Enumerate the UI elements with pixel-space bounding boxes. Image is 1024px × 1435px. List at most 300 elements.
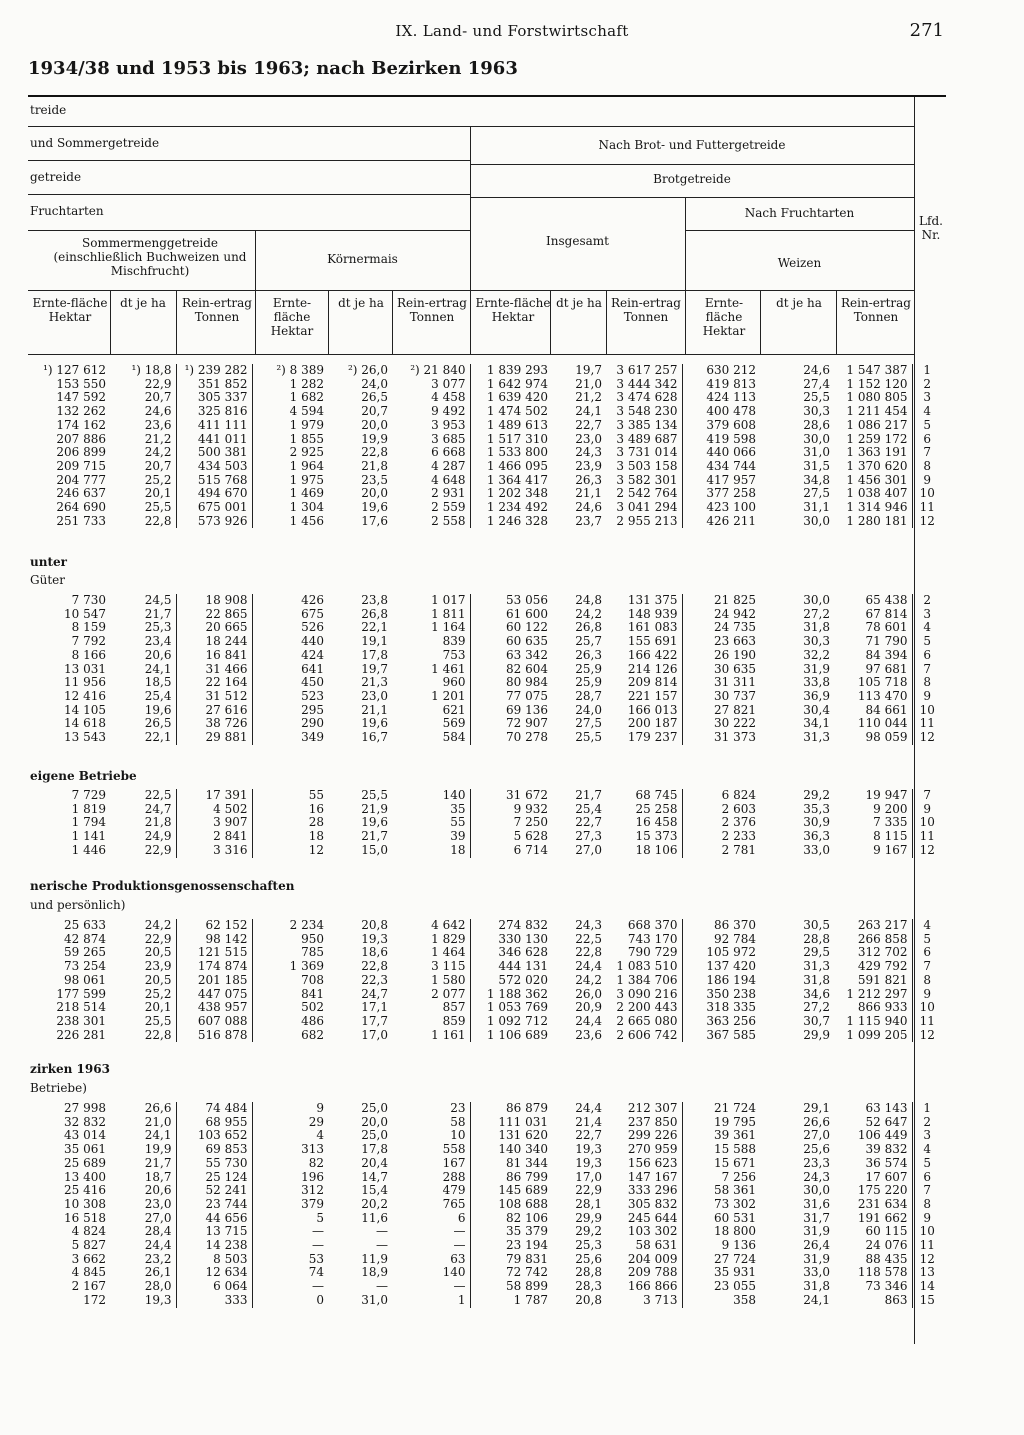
cell-flaeche-sommer: 25 689 (64, 1156, 106, 1170)
table-row (26, 1225, 942, 1239)
cell-lfd-nr: 11 (912, 1239, 942, 1253)
cell-ertrag-insgesamt: 204 009 (627, 1252, 678, 1266)
cell-flaeche-insgesamt: 274 832 (470, 919, 552, 933)
cell-dt-weizen: 31,5 (803, 459, 830, 473)
cell-ertrag-weizen: 88 435 (865, 1252, 908, 1266)
cell-flaeche-sommer: 35 061 (64, 1143, 106, 1157)
cell-dt-weizen: 33,0 (803, 843, 830, 857)
cell-flaeche-mais: 74 (252, 1266, 328, 1280)
cell-lfd-nr: 8 (912, 1198, 942, 1212)
cell-ertrag-mais: — (453, 1280, 466, 1294)
cell-dt-sommer: 21,7 (144, 607, 172, 621)
cell-flaeche-mais: 1 964 (252, 460, 328, 474)
col-flaeche-2: Ernte-fläche Hektar (270, 296, 314, 338)
cell-flaeche-insgesamt: 23 194 (470, 1239, 552, 1253)
cell-lfd-nr: 3 (912, 608, 942, 622)
cell-ertrag-sommer: 44 656 (176, 1212, 252, 1226)
cell-flaeche-mais: 708 (252, 974, 328, 988)
data-table-lpg (26, 919, 942, 1042)
cell-flaeche-insgesamt: 1 533 800 (470, 446, 552, 460)
cell-flaeche-insgesamt: 86 879 (470, 1102, 552, 1116)
cell-lfd-nr: 3 (912, 1129, 942, 1143)
cell-dt-mais: 17,8 (361, 648, 388, 662)
cell-dt-weizen: 34,1 (803, 717, 830, 731)
cell-dt-weizen: 30,0 (803, 432, 830, 446)
cell-flaeche-insgesamt: 35 379 (470, 1225, 552, 1239)
cell-ertrag-sommer: 411 111 (176, 419, 252, 433)
cell-dt-sommer: 21,0 (144, 1115, 172, 1129)
cell-dt-sommer: 26,6 (144, 1102, 172, 1115)
cell-flaeche-sommer: 3 662 (71, 1252, 106, 1266)
cell-dt-weizen: 30,7 (803, 1014, 830, 1028)
cell-dt-insgesamt: 26,8 (575, 621, 602, 635)
cell-dt-insgesamt: 29,2 (575, 1225, 602, 1239)
header-rule-4 (28, 230, 470, 231)
cell-ertrag-insgesamt: 2 542 764 (616, 487, 678, 501)
cell-dt-sommer: 25,5 (144, 1014, 172, 1028)
cell-flaeche-mais: 53 (252, 1253, 328, 1267)
cell-dt-weizen: 29,2 (803, 789, 830, 802)
cell-dt-weizen: 36,9 (803, 689, 830, 703)
cell-ertrag-sommer: 573 926 (176, 515, 252, 529)
cell-dt-mais: 25,0 (361, 1102, 388, 1115)
cell-flaeche-mais: 16 (252, 803, 328, 817)
cell-lfd-nr: 5 (912, 635, 942, 649)
cell-dt-insgesamt: 22,5 (575, 932, 602, 946)
cell-lfd-nr: 12 (912, 731, 942, 745)
cell-ertrag-mais: 1 164 (431, 621, 466, 635)
cell-dt-weizen: 31,7 (803, 1211, 830, 1225)
cell-ertrag-sommer: 22 865 (176, 608, 252, 622)
header-vrule-insgesamt (685, 197, 686, 354)
cell-flaeche-sommer: 246 637 (56, 487, 106, 501)
cell-flaeche-sommer: 4 824 (71, 1225, 106, 1239)
cell-flaeche-insgesamt: 1 188 362 (470, 988, 552, 1002)
table-row (26, 933, 942, 947)
cell-ertrag-sommer: 305 337 (176, 391, 252, 405)
cell-dt-sommer: 25,3 (144, 621, 172, 635)
cell-ertrag-weizen: 84 394 (865, 648, 908, 662)
cell-ertrag-insgesamt: 16 458 (635, 816, 678, 830)
cell-lfd-nr: 8 (912, 974, 942, 988)
cell-dt-weizen: 25,5 (803, 391, 830, 405)
cell-dt-sommer: 20,7 (144, 391, 172, 405)
cell-flaeche-insgesamt: 140 340 (470, 1143, 552, 1157)
cell-flaeche-mais: 379 (252, 1198, 328, 1212)
cell-dt-mais: 19,6 (361, 816, 388, 830)
cell-flaeche-mais: 313 (252, 1143, 328, 1157)
cell-ertrag-insgesamt: 156 623 (627, 1156, 678, 1170)
cell-dt-weizen: 25,6 (803, 1143, 830, 1157)
cell-flaeche-weizen: 318 335 (682, 1001, 760, 1015)
cell-dt-mais: 20,7 (361, 405, 388, 419)
cell-dt-insgesamt: 21,0 (575, 377, 602, 391)
cell-flaeche-mais: 4 594 (252, 405, 328, 419)
cell-lfd-nr: 6 (912, 433, 942, 447)
cell-dt-mais: — (376, 1280, 388, 1294)
colhead-sep (550, 290, 551, 354)
cell-ertrag-sommer: 515 768 (176, 474, 252, 488)
header-rule-2a (28, 160, 470, 161)
cell-ertrag-sommer: 27 616 (176, 704, 252, 718)
cell-ertrag-weizen: 63 143 (865, 1102, 908, 1115)
header-lfd-nr: Lfd. Nr. (919, 214, 943, 242)
cell-ertrag-weizen: 1 363 191 (846, 446, 908, 460)
cell-ertrag-weizen: 65 438 (865, 594, 908, 607)
cell-lfd-nr: 8 (912, 676, 942, 690)
cell-flaeche-mais: 1 469 (252, 487, 328, 501)
cell-flaeche-insgesamt: 80 984 (470, 676, 552, 690)
table-row (26, 946, 942, 960)
cell-dt-weizen: 30,0 (803, 1184, 830, 1198)
cell-dt-weizen: 28,8 (803, 932, 830, 946)
cell-dt-weizen: 24,1 (803, 1293, 830, 1307)
table-row (26, 608, 942, 622)
cell-flaeche-insgesamt: 1 234 492 (470, 501, 552, 515)
cell-flaeche-weizen: 137 420 (682, 960, 760, 974)
cell-ertrag-insgesamt: 299 226 (627, 1129, 678, 1143)
table-row (26, 717, 942, 731)
cell-lfd-nr: 6 (912, 1171, 942, 1185)
table-row (26, 1253, 942, 1267)
cell-flaeche-sommer: 147 592 (56, 391, 106, 405)
cell-dt-mais: 15,4 (361, 1184, 388, 1198)
cell-ertrag-sommer: 29 881 (176, 731, 252, 745)
cell-flaeche-weizen: 6 824 (682, 789, 760, 803)
cell-flaeche-weizen: 358 (682, 1294, 760, 1308)
cell-ertrag-sommer: 325 816 (176, 405, 252, 419)
cell-dt-weizen: 31,3 (803, 960, 830, 974)
cell-dt-sommer: 24,4 (144, 1239, 172, 1253)
cell-ertrag-weizen: 60 115 (865, 1225, 908, 1239)
cell-ertrag-mais: 2 077 (431, 987, 466, 1001)
cell-ertrag-weizen: 67 814 (865, 607, 908, 621)
cell-ertrag-mais: 23 (450, 1102, 466, 1115)
cell-flaeche-weizen: 92 784 (682, 933, 760, 947)
cell-lfd-nr: 13 (912, 1266, 942, 1280)
cell-flaeche-weizen: 417 957 (682, 474, 760, 488)
cell-lfd-nr: 2 (912, 1116, 942, 1130)
cell-flaeche-sommer: 43 014 (64, 1129, 106, 1143)
cell-ertrag-weizen: 1 080 805 (846, 391, 908, 405)
cell-ertrag-weizen: 1 456 301 (846, 473, 908, 487)
cell-flaeche-weizen: 30 737 (682, 690, 760, 704)
cell-ertrag-insgesamt: 2 665 080 (616, 1014, 678, 1028)
cell-flaeche-weizen: 379 608 (682, 419, 760, 433)
cell-flaeche-sommer: 2 167 (71, 1280, 106, 1294)
cell-flaeche-insgesamt: 1 639 420 (470, 391, 552, 405)
cell-ertrag-insgesamt: 237 850 (627, 1115, 678, 1129)
header-rule-2b (470, 164, 914, 165)
cell-dt-weizen: 23,3 (803, 1156, 830, 1170)
cell-ertrag-weizen: 1 259 172 (846, 432, 908, 446)
cell-ertrag-sommer: 351 852 (176, 378, 252, 392)
section-sublabel-bezirke: Betriebe) (30, 1081, 87, 1095)
cell-ertrag-sommer: 17 391 (176, 789, 252, 803)
table-row (26, 676, 942, 690)
cell-dt-insgesamt: 20,8 (575, 1293, 602, 1307)
cell-flaeche-sommer: 153 550 (56, 377, 106, 391)
cell-ertrag-insgesamt: 2 200 443 (616, 1001, 678, 1015)
cell-dt-weizen: 30,0 (803, 594, 830, 607)
cell-flaeche-mais: 295 (252, 704, 328, 718)
cell-ertrag-weizen: 1 314 946 (846, 501, 908, 515)
cell-dt-weizen: 27,0 (803, 1129, 830, 1143)
cell-ertrag-sommer: 121 515 (176, 946, 252, 960)
cell-dt-insgesamt: 24,3 (575, 446, 602, 460)
table-row (26, 635, 942, 649)
section-sublabel-lpg: und persönlich) (30, 898, 126, 912)
cell-ertrag-insgesamt: 3 731 014 (616, 446, 678, 460)
cell-flaeche-weizen: 2 603 (682, 803, 760, 817)
cell-flaeche-sommer: 13 400 (64, 1170, 106, 1184)
cell-ertrag-weizen: 1 280 181 (846, 514, 908, 528)
cell-ertrag-mais: 140 (442, 1266, 466, 1280)
col-ertrag-2: Rein-ertrag Tonnen (397, 296, 467, 324)
table-row (26, 988, 942, 1002)
table-row (26, 460, 942, 474)
cell-flaeche-sommer: 264 690 (56, 501, 106, 515)
cell-ertrag-weizen: 8 115 (873, 830, 908, 844)
header-weizen: Weizen (777, 256, 822, 270)
cell-lfd-nr: 14 (912, 1280, 942, 1294)
header-sommermenggetreide: Sommermenggetreide (einschließlich Buchweizen und Mischfrucht) (53, 236, 247, 278)
cell-ertrag-sommer: 333 (176, 1294, 252, 1308)
cell-ertrag-mais: 753 (442, 648, 466, 662)
cell-dt-mais: 15,0 (361, 843, 388, 857)
cell-dt-insgesamt: 28,7 (575, 689, 602, 703)
cell-lfd-nr: 4 (912, 919, 942, 933)
cell-lfd-nr: 7 (912, 1184, 942, 1198)
table-row (26, 594, 942, 608)
cell-flaeche-mais: 426 (252, 594, 328, 608)
cell-flaeche-mais: 1 282 (252, 378, 328, 392)
cell-flaeche-weizen: 15 588 (682, 1143, 760, 1157)
cell-flaeche-weizen: 15 671 (682, 1157, 760, 1171)
cell-flaeche-mais: 1 304 (252, 501, 328, 515)
cell-ertrag-mais: 55 (450, 816, 466, 830)
cell-flaeche-mais: 290 (252, 717, 328, 731)
cell-ertrag-weizen: 78 601 (865, 621, 908, 635)
cell-flaeche-sommer: 207 886 (56, 432, 106, 446)
cell-flaeche-insgesamt: 572 020 (470, 974, 552, 988)
cell-flaeche-insgesamt: 81 344 (470, 1157, 552, 1171)
cell-flaeche-insgesamt: 1 489 613 (470, 419, 552, 433)
cell-dt-insgesamt: 24,8 (575, 594, 602, 607)
cell-ertrag-sommer: 2 841 (176, 830, 252, 844)
cell-ertrag-mais: 1 461 (431, 662, 466, 676)
cell-ertrag-sommer: 13 715 (176, 1225, 252, 1239)
cell-ertrag-insgesamt: 209 788 (627, 1266, 678, 1280)
cell-ertrag-mais: 288 (442, 1170, 466, 1184)
cell-flaeche-weizen: 423 100 (682, 501, 760, 515)
col-ertrag-3: Rein-ertrag Tonnen (611, 296, 681, 324)
cell-ertrag-sommer: 6 064 (176, 1280, 252, 1294)
cell-ertrag-insgesamt: 790 729 (627, 946, 678, 960)
cell-lfd-nr: 10 (912, 487, 942, 501)
cell-flaeche-weizen: 19 795 (682, 1116, 760, 1130)
cell-ertrag-weizen: 7 335 (873, 816, 908, 830)
cell-lfd-nr: 15 (912, 1294, 942, 1308)
cell-dt-mais: 22,8 (361, 960, 388, 974)
header-rule-cols (28, 290, 914, 291)
cell-dt-mais: 11,9 (361, 1252, 388, 1266)
cell-flaeche-insgesamt: 1 642 974 (470, 378, 552, 392)
cell-flaeche-insgesamt: 1 839 293 (470, 364, 552, 378)
cell-flaeche-weizen: 424 113 (682, 391, 760, 405)
cell-ertrag-mais: 10 (450, 1129, 466, 1143)
cell-flaeche-mais: 502 (252, 1001, 328, 1015)
cell-flaeche-weizen: 21 825 (682, 594, 760, 608)
cell-flaeche-insgesamt: 7 250 (470, 816, 552, 830)
cell-ertrag-sommer: 434 503 (176, 460, 252, 474)
cell-dt-mais: 14,7 (361, 1170, 388, 1184)
cell-ertrag-mais: 857 (442, 1001, 466, 1015)
cell-dt-sommer: 23,2 (144, 1252, 172, 1266)
cell-flaeche-sommer: 209 715 (56, 459, 106, 473)
cell-dt-insgesamt: 25,9 (575, 662, 602, 676)
table-row (26, 1143, 942, 1157)
cell-dt-mais: 17,6 (361, 514, 388, 528)
cell-ertrag-sommer: 18 244 (176, 635, 252, 649)
cell-dt-weizen: 26,6 (803, 1115, 830, 1129)
cell-flaeche-mais: 424 (252, 649, 328, 663)
cell-ertrag-weizen: 17 607 (865, 1170, 908, 1184)
cell-ertrag-insgesamt: 25 258 (635, 802, 678, 816)
cell-ertrag-insgesamt: 668 370 (627, 919, 678, 932)
cell-flaeche-sommer: 1 141 (71, 830, 106, 844)
cell-dt-weizen: 27,2 (803, 607, 830, 621)
cell-flaeche-weizen: 9 136 (682, 1239, 760, 1253)
cell-dt-insgesamt: 25,5 (575, 731, 602, 745)
cell-flaeche-insgesamt: 58 899 (470, 1280, 552, 1294)
cell-flaeche-mais: 785 (252, 946, 328, 960)
cell-flaeche-insgesamt: 31 672 (470, 789, 552, 803)
cell-lfd-nr: 12 (912, 515, 942, 529)
cell-ertrag-mais: 4 648 (431, 473, 466, 487)
cell-dt-weizen: 32,2 (803, 648, 830, 662)
cell-dt-mais: 26,8 (361, 607, 388, 621)
cell-dt-weizen: 33,8 (803, 676, 830, 690)
cell-flaeche-mais: 1 975 (252, 474, 328, 488)
cell-lfd-nr: 9 (912, 803, 942, 817)
cell-dt-sommer: 24,1 (144, 1129, 172, 1143)
cell-dt-mais: 31,0 (361, 1293, 388, 1307)
cell-ertrag-mais: 9 492 (431, 405, 466, 419)
cell-dt-sommer: 20,7 (144, 459, 172, 473)
cell-dt-mais: 19,3 (361, 932, 388, 946)
cell-lfd-nr: 10 (912, 704, 942, 718)
cell-dt-insgesamt: 23,9 (575, 459, 602, 473)
cell-flaeche-weizen: 350 238 (682, 988, 760, 1002)
cell-dt-sommer: 19,3 (144, 1293, 172, 1307)
cell-flaeche-weizen: 419 598 (682, 433, 760, 447)
cell-flaeche-insgesamt: 1 246 328 (470, 515, 552, 529)
cell-ertrag-insgesamt: 2 606 742 (616, 1028, 678, 1042)
cell-ertrag-mais: 4 642 (431, 919, 466, 932)
cell-dt-insgesamt: 24,4 (575, 960, 602, 974)
cell-ertrag-mais: 63 (450, 1252, 466, 1266)
colhead-sep (176, 290, 177, 354)
cell-ertrag-sommer: 438 957 (176, 1001, 252, 1015)
cell-lfd-nr: 9 (912, 1212, 942, 1226)
cell-ertrag-sommer: 3 316 (176, 844, 252, 858)
cell-ertrag-mais: 4 287 (431, 459, 466, 473)
cell-flaeche-weizen: 363 256 (682, 1015, 760, 1029)
cell-dt-insgesamt: 24,6 (575, 501, 602, 515)
cell-flaeche-weizen: 23 663 (682, 635, 760, 649)
col-flaeche-1: Ernte-fläche Hektar (32, 296, 108, 324)
cell-flaeche-sommer: 14 618 (64, 717, 106, 731)
table-row (26, 1001, 942, 1015)
cell-flaeche-weizen: 440 066 (682, 446, 760, 460)
cell-dt-sommer: 26,1 (144, 1266, 172, 1280)
cell-flaeche-sommer: 98 061 (64, 973, 106, 987)
cell-ertrag-sommer: 68 955 (176, 1116, 252, 1130)
cell-dt-insgesamt: 25,3 (575, 1239, 602, 1253)
cell-dt-sommer: 19,9 (144, 1143, 172, 1157)
cell-flaeche-insgesamt: 60 635 (470, 635, 552, 649)
cell-lfd-nr: 9 (912, 690, 942, 704)
cell-dt-weizen: 31,9 (803, 1252, 830, 1266)
cell-dt-insgesamt: 25,6 (575, 1252, 602, 1266)
cell-ertrag-sommer: ¹) 239 282 (176, 364, 252, 378)
cell-ertrag-insgesamt: 1 083 510 (616, 960, 678, 974)
table-row (26, 1157, 942, 1171)
cell-flaeche-sommer: 238 301 (56, 1014, 106, 1028)
table-row (26, 649, 942, 663)
cell-flaeche-mais: — (252, 1280, 328, 1294)
cell-ertrag-insgesamt: 147 167 (627, 1170, 678, 1184)
cell-ertrag-sommer: 201 185 (176, 974, 252, 988)
cell-dt-insgesamt: 22,9 (575, 1184, 602, 1198)
header-label-1: treide (30, 103, 67, 117)
cell-flaeche-mais: 12 (252, 844, 328, 858)
cell-ertrag-weizen: 39 832 (865, 1143, 908, 1157)
table-row (26, 844, 942, 858)
table-row (26, 1015, 942, 1029)
cell-ertrag-weizen: 52 647 (865, 1115, 908, 1129)
cell-flaeche-insgesamt: 330 130 (470, 933, 552, 947)
data-table-bezirke (26, 1102, 942, 1308)
cell-flaeche-weizen: 26 190 (682, 649, 760, 663)
cell-lfd-nr: 5 (912, 419, 942, 433)
cell-ertrag-mais: 569 (442, 717, 466, 731)
cell-flaeche-mais: 641 (252, 663, 328, 677)
cell-dt-weizen: 28,6 (803, 418, 830, 432)
cell-dt-mais: 20,0 (361, 418, 388, 432)
cell-dt-insgesamt: 25,4 (575, 802, 602, 816)
cell-ertrag-weizen: 71 790 (865, 635, 908, 649)
cell-dt-mais: 16,7 (361, 731, 388, 745)
cell-dt-mais: 25,0 (361, 1129, 388, 1143)
cell-flaeche-insgesamt: 145 689 (470, 1184, 552, 1198)
cell-flaeche-mais: 1 682 (252, 391, 328, 405)
cell-ertrag-mais: 479 (442, 1184, 466, 1198)
cell-dt-insgesamt: 27,3 (575, 830, 602, 844)
table-row (26, 690, 942, 704)
cell-ertrag-sommer: 494 670 (176, 487, 252, 501)
cell-ertrag-insgesamt: 3 582 301 (616, 473, 678, 487)
cell-ertrag-insgesamt: 221 157 (627, 689, 678, 703)
cell-dt-sommer: 22,9 (144, 377, 172, 391)
cell-ertrag-mais: 584 (442, 731, 466, 745)
cell-ertrag-sommer: 16 841 (176, 649, 252, 663)
col-flaeche-4: Ernte-fläche Hektar (702, 296, 746, 338)
cell-ertrag-mais: 1 (457, 1293, 466, 1307)
cell-flaeche-weizen: 2 233 (682, 830, 760, 844)
cell-dt-mais: 25,5 (361, 789, 388, 802)
